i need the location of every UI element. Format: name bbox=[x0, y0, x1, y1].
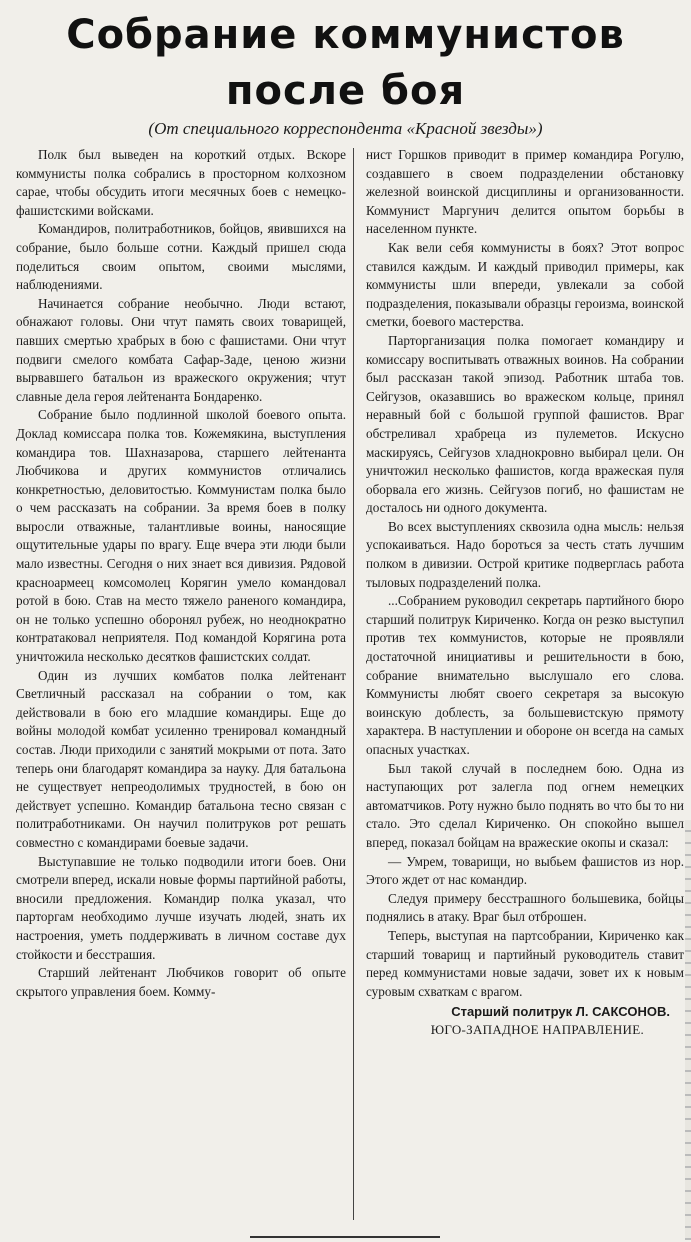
article-column-2 bbox=[366, 146, 684, 1039]
byline: (От специального корреспондента «Красной звезды») bbox=[148, 119, 543, 138]
paragraph: Полк был выведен на короткий отдых. Вскоре коммунисты полка собрались в просторном колхозном сарае, чтобы обсудить итоги месячных боев с немецко-фашистскими войсками. bbox=[16, 147, 346, 218]
paragraph: Один из лучших комбатов полка лейтенант Светличный рассказал на собрании о том, как действовали в бою его младшие командиры. Еще до войны молодой комбат усиленно тренировал командный состав. Люди приходили с занятий мокрыми от пота. Зато теперь они благодарят командира за науку. Для батальона не существует непреодолимых трудностей, в бою он действует успешно. Командир батальона тесно связан с политработниками. Он научил политруков рот решать совместно с командирами боевые задачи. bbox=[16, 667, 346, 850]
paragraph: Командиров, политработников, бойцов, явившихся на собрание, было больше сотни. Каждый пришел сюда поделиться своим опытом, своими мыслями, наблюдениями. bbox=[16, 221, 346, 293]
article-column-1 bbox=[16, 146, 346, 1001]
author-signature: Старший политрук Л. САКСОНОВ. bbox=[451, 1004, 670, 1020]
paragraph: Выступавшие не только подводили итоги боев. Они смотрели вперед, искали новые формы партийной работы, вносили предложения. Командир полка указал, что парторгам необходимо лучше изучать людей, знать их настроения, уметь поддерживать в личном составе дух стойкости и бесстрашия. bbox=[16, 853, 346, 962]
headline-line-2: после боя bbox=[225, 68, 466, 114]
paragraph: Теперь, выступая на партсобрании, Кириченко как старший товарищ и партийный руководитель ставит перед коммунистами новые задачи, зовет их к новым суровым схваткам с врагом. bbox=[366, 927, 684, 999]
paragraph: Начинается собрание необычно. Люди встают, обнажают головы. Они чтут память своих товарищей, павших смертью храбрых в бою с фашистами. Они чтут подвиги смелого комбата Сафар-Заде, ценою жизни вырвавшего батальон из вражеского окружения; чтут славные дела героя лейтенанта Бондаренко. bbox=[16, 295, 346, 404]
paragraph: нист Горшков приводит в пример командира Рогулю, создавшего в своем подразделении обстановку железной воинской дисциплины и организованности. Коммунист Маргунич делится опытом борьбы в населенном пункте. bbox=[366, 147, 684, 237]
paragraph: Парторганизация полка помогает командиру и комиссару воспитывать отважных воинов. На собрании был рассказан такой эпизод. Работник штаба тов. Сейгузов, оказавшись во вражеском кольце, принял неравный бой с большой группой фашистов. Враг обстреливал храбреца из пулеметов. Искусно маскируясь, Сейгузов хладнокровно выбирал цели. Он уничтожил несколько фашистов, когда вражеская пуля оборвала его жизнь. Сейгузов погиб, но фашистам не досталось ни одного документа. bbox=[366, 332, 684, 516]
paragraph: — Умрем, товарищи, но выбьем фашистов из нор. Этого ждет от нас командир. bbox=[366, 853, 684, 888]
front-direction: ЮГО-ЗАПАДНОЕ НАПРАВЛЕНИЕ. bbox=[430, 1022, 644, 1038]
paragraph: Во всех выступлениях сквозила одна мысль: нельзя успокаиваться. Надо бороться за честь стать лучшим полком в дивизии. Острой критике подверглась работа тыловых подразделений полка. bbox=[366, 518, 684, 590]
column-divider bbox=[353, 148, 354, 1220]
paragraph: Собрание было подлинной школой боевого опыта. Доклад комиссара полка тов. Кожемякина, выступления командира тов. Шахназарова, старшего лейтенанта Любчикова и других коммунистов отличались конкретностью, деловитостью. Коммунистам полка было о чем рассказать на собрании. За время боев в полку выросли отважные, талантливые воины, наносящие ощутительные удары по врагу. Еще вчера эти люди были мало известны. Сегодня о них знает вся дивизия. Рядовой красноармеец комсомолец Корягин умело командовал ротой в бою. Став на место тяжело раненого командира, он не только успешно оборонял рубеж, но неоднократно контратаковал неприятеля. Под командой Корягина рота уничтожила несколько десятков фашистских солдат. bbox=[16, 407, 346, 665]
headline-line-1: Собрание коммунистов bbox=[66, 12, 625, 58]
paragraph: Был такой случай в последнем бою. Одна из наступающих рот залегла под огнем немецких автоматчиков. Роту нужно было поднять во что бы то ни стало. Это сделал Кириченко. Он спокойно вышел вперед, показал бойцам на вражеские окопы и сказал: bbox=[366, 760, 684, 850]
paragraph: Как вели себя коммунисты в боях? Этот вопрос ставился каждым. И каждый приводил примеры, как коммунисты шли впереди, увлекали за собой подразделения, показывали образцы героизма, воинской сметки, боевого мастерства. bbox=[366, 239, 684, 330]
paragraph: Старший лейтенант Любчиков говорит об опыте скрытого управления боем. Комму- bbox=[16, 965, 346, 999]
page-edge bbox=[685, 820, 691, 1240]
paragraph: ...Собранием руководил секретарь партийного бюро старший политрук Кириченко. Когда он резко выступил против тех коммунистов, которые не проявляли достаточной инициативы и решительности в бою, собрание внимательно выслушало его слова. Коммунисты любят своего секретаря за высокую воинскую доблесть, за большевистскую прямоту характера. В наступлении и обороне он всегда на самых опасных участках. bbox=[366, 593, 684, 757]
paragraph: Следуя примеру бесстрашного большевика, бойцы поднялись в атаку. Враг был отброшен. bbox=[366, 890, 684, 925]
bottom-divider bbox=[250, 1236, 440, 1238]
